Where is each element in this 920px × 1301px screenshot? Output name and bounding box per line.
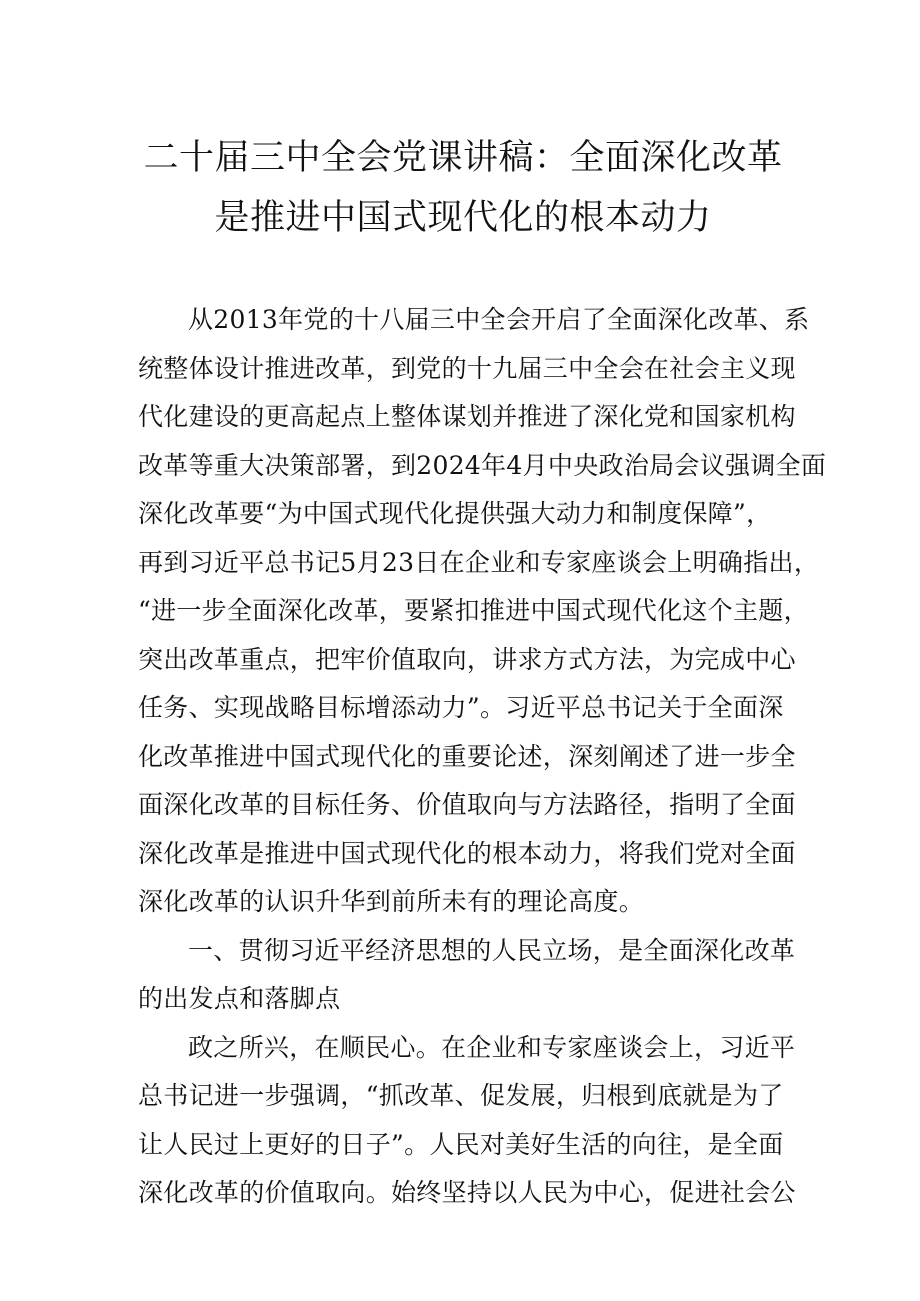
paragraph-section-1: [138, 1024, 796, 1218]
text-line: 化改革推进中国式现代化的重要论述，深刻阐述了进一步全: [138, 741, 796, 771]
text-line: 统整体设计推进改革，到党的十九届三中全会在社会主义现: [138, 353, 796, 383]
text-line: 改革等重大决策部署，到2024年4月中央政治局会议强调全面: [138, 450, 827, 480]
document-title: [138, 128, 788, 248]
text-line: 从2013年党的十八届三中全会开启了全面深化改革、系: [188, 305, 810, 334]
title-line-2: 是推进中国式现代化的根本动力: [214, 198, 712, 238]
section-heading-1: [138, 927, 796, 1024]
text-line: 深化改革要“为中国式现代化提供强大动力和制度保障”，: [138, 499, 772, 528]
text-line: “进一步全面深化改革，要紧扣推进中国式现代化这个主题，: [138, 596, 809, 625]
text-line: 突出改革重点，把牢价值取向，讲求方式方法，为完成中心: [138, 644, 796, 674]
text-line: 深化改革的认识升华到前所未有的理论高度。: [138, 887, 645, 916]
document-page: [138, 128, 827, 1218]
text-line: 再到习近平总书记5月23日在企业和专家座谈会上明确指出，: [138, 547, 820, 577]
text-line: 代化建设的更高起点上整体谋划并推进了深化党和国家机构: [138, 402, 796, 431]
document-body: [138, 296, 827, 1218]
text-line: 深化改革是推进中国式现代化的根本动力，将我们党对全面: [138, 838, 796, 868]
text-line: 面深化改革的目标任务、价值取向与方法路径，指明了全面: [138, 790, 796, 819]
text-line: 深化改革的价值取向。始终坚持以人民为中心，促进社会公: [138, 1178, 796, 1207]
paragraph-intro: [138, 296, 827, 927]
text-line: 任务、实现战略目标增添动力”。习近平总书记关于全面深: [138, 693, 784, 722]
text-line: 总书记进一步强调，“抓改革、促发展，归根到底就是为了: [138, 1081, 784, 1110]
text-line: 的出发点和落脚点: [138, 984, 341, 1013]
text-line: 一、贯彻习近平经济思想的人民立场，是全面深化改革: [188, 935, 796, 965]
title-line-1: 二十届三中全会党课讲稿：全面深化改革: [143, 138, 783, 178]
text-line: 政之所兴，在顺民心。在企业和专家座谈会上，习近平: [188, 1032, 796, 1062]
text-line: 让人民过上更好的日子”。人民对美好生活的向往，是全面: [138, 1129, 784, 1159]
